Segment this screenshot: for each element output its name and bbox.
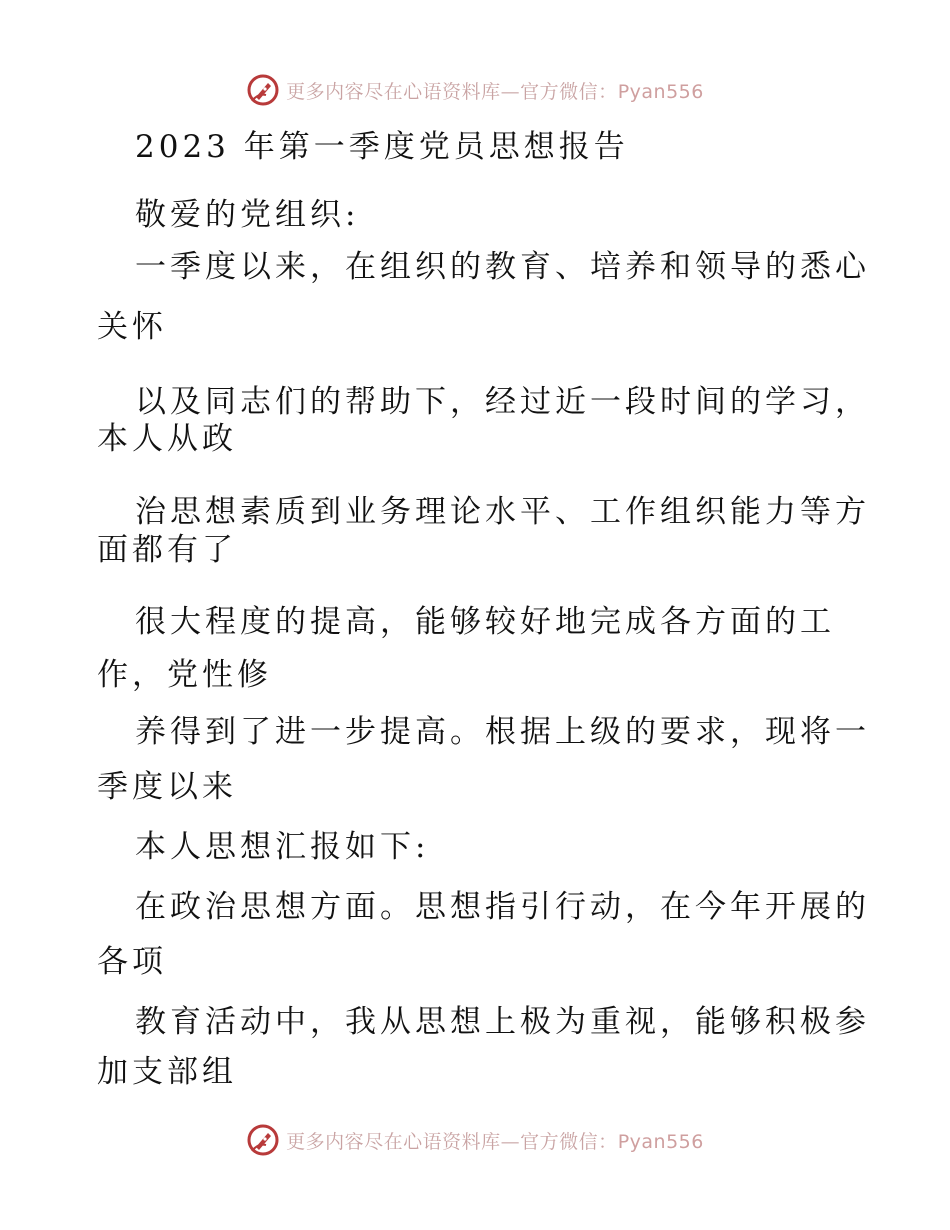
watermark-prefix: 更多内容尽在心语资料库 (286, 80, 501, 103)
paragraph-line: 本人思想汇报如下: (135, 829, 430, 865)
watermark-dash: — (500, 1130, 521, 1153)
salutation: 敬爱的党组织: (135, 197, 360, 233)
header-watermark (0, 72, 950, 108)
pen-nib-logo-icon (246, 1123, 280, 1157)
paragraph-line: 季度以来 (97, 769, 237, 805)
pen-nib-logo-icon (246, 73, 280, 107)
paragraph-line: 面都有了 (97, 532, 237, 568)
watermark-suffix: 官方微信： (520, 80, 618, 103)
footer-watermark (0, 1122, 950, 1158)
watermark-text (286, 1127, 704, 1154)
watermark-text (286, 77, 704, 104)
watermark-id: Pyan556 (617, 1130, 704, 1153)
paragraph-line: 作，党性修 (97, 657, 272, 693)
paragraph-line: 教育活动中，我从思想上极为重视，能够积极参 (135, 1004, 870, 1040)
paragraph-line: 以及同志们的帮助下，经过近一段时间的学习， (135, 384, 870, 420)
paragraph-line: 一季度以来，在组织的教育、培养和领导的悉心 (135, 249, 870, 285)
paragraph-line: 本人从政 (97, 421, 237, 457)
paragraph-line: 各项 (97, 944, 167, 980)
document-title: 2023 年第一季度党员思想报告 (135, 129, 629, 165)
watermark-dash: — (500, 80, 521, 103)
paragraph-line: 在政治思想方面。思想指引行动，在今年开展的 (135, 889, 870, 925)
paragraph-line: 加支部组 (97, 1054, 237, 1090)
paragraph-line: 养得到了进一步提高。根据上级的要求，现将一 (135, 714, 870, 750)
watermark-prefix: 更多内容尽在心语资料库 (286, 1130, 501, 1153)
watermark-suffix: 官方微信： (520, 1130, 618, 1153)
paragraph-line: 治思想素质到业务理论水平、工作组织能力等方 (135, 494, 870, 530)
paragraph-line: 关怀 (97, 309, 167, 345)
watermark-id: Pyan556 (617, 80, 704, 103)
paragraph-line: 很大程度的提高，能够较好地完成各方面的工 (135, 604, 835, 640)
